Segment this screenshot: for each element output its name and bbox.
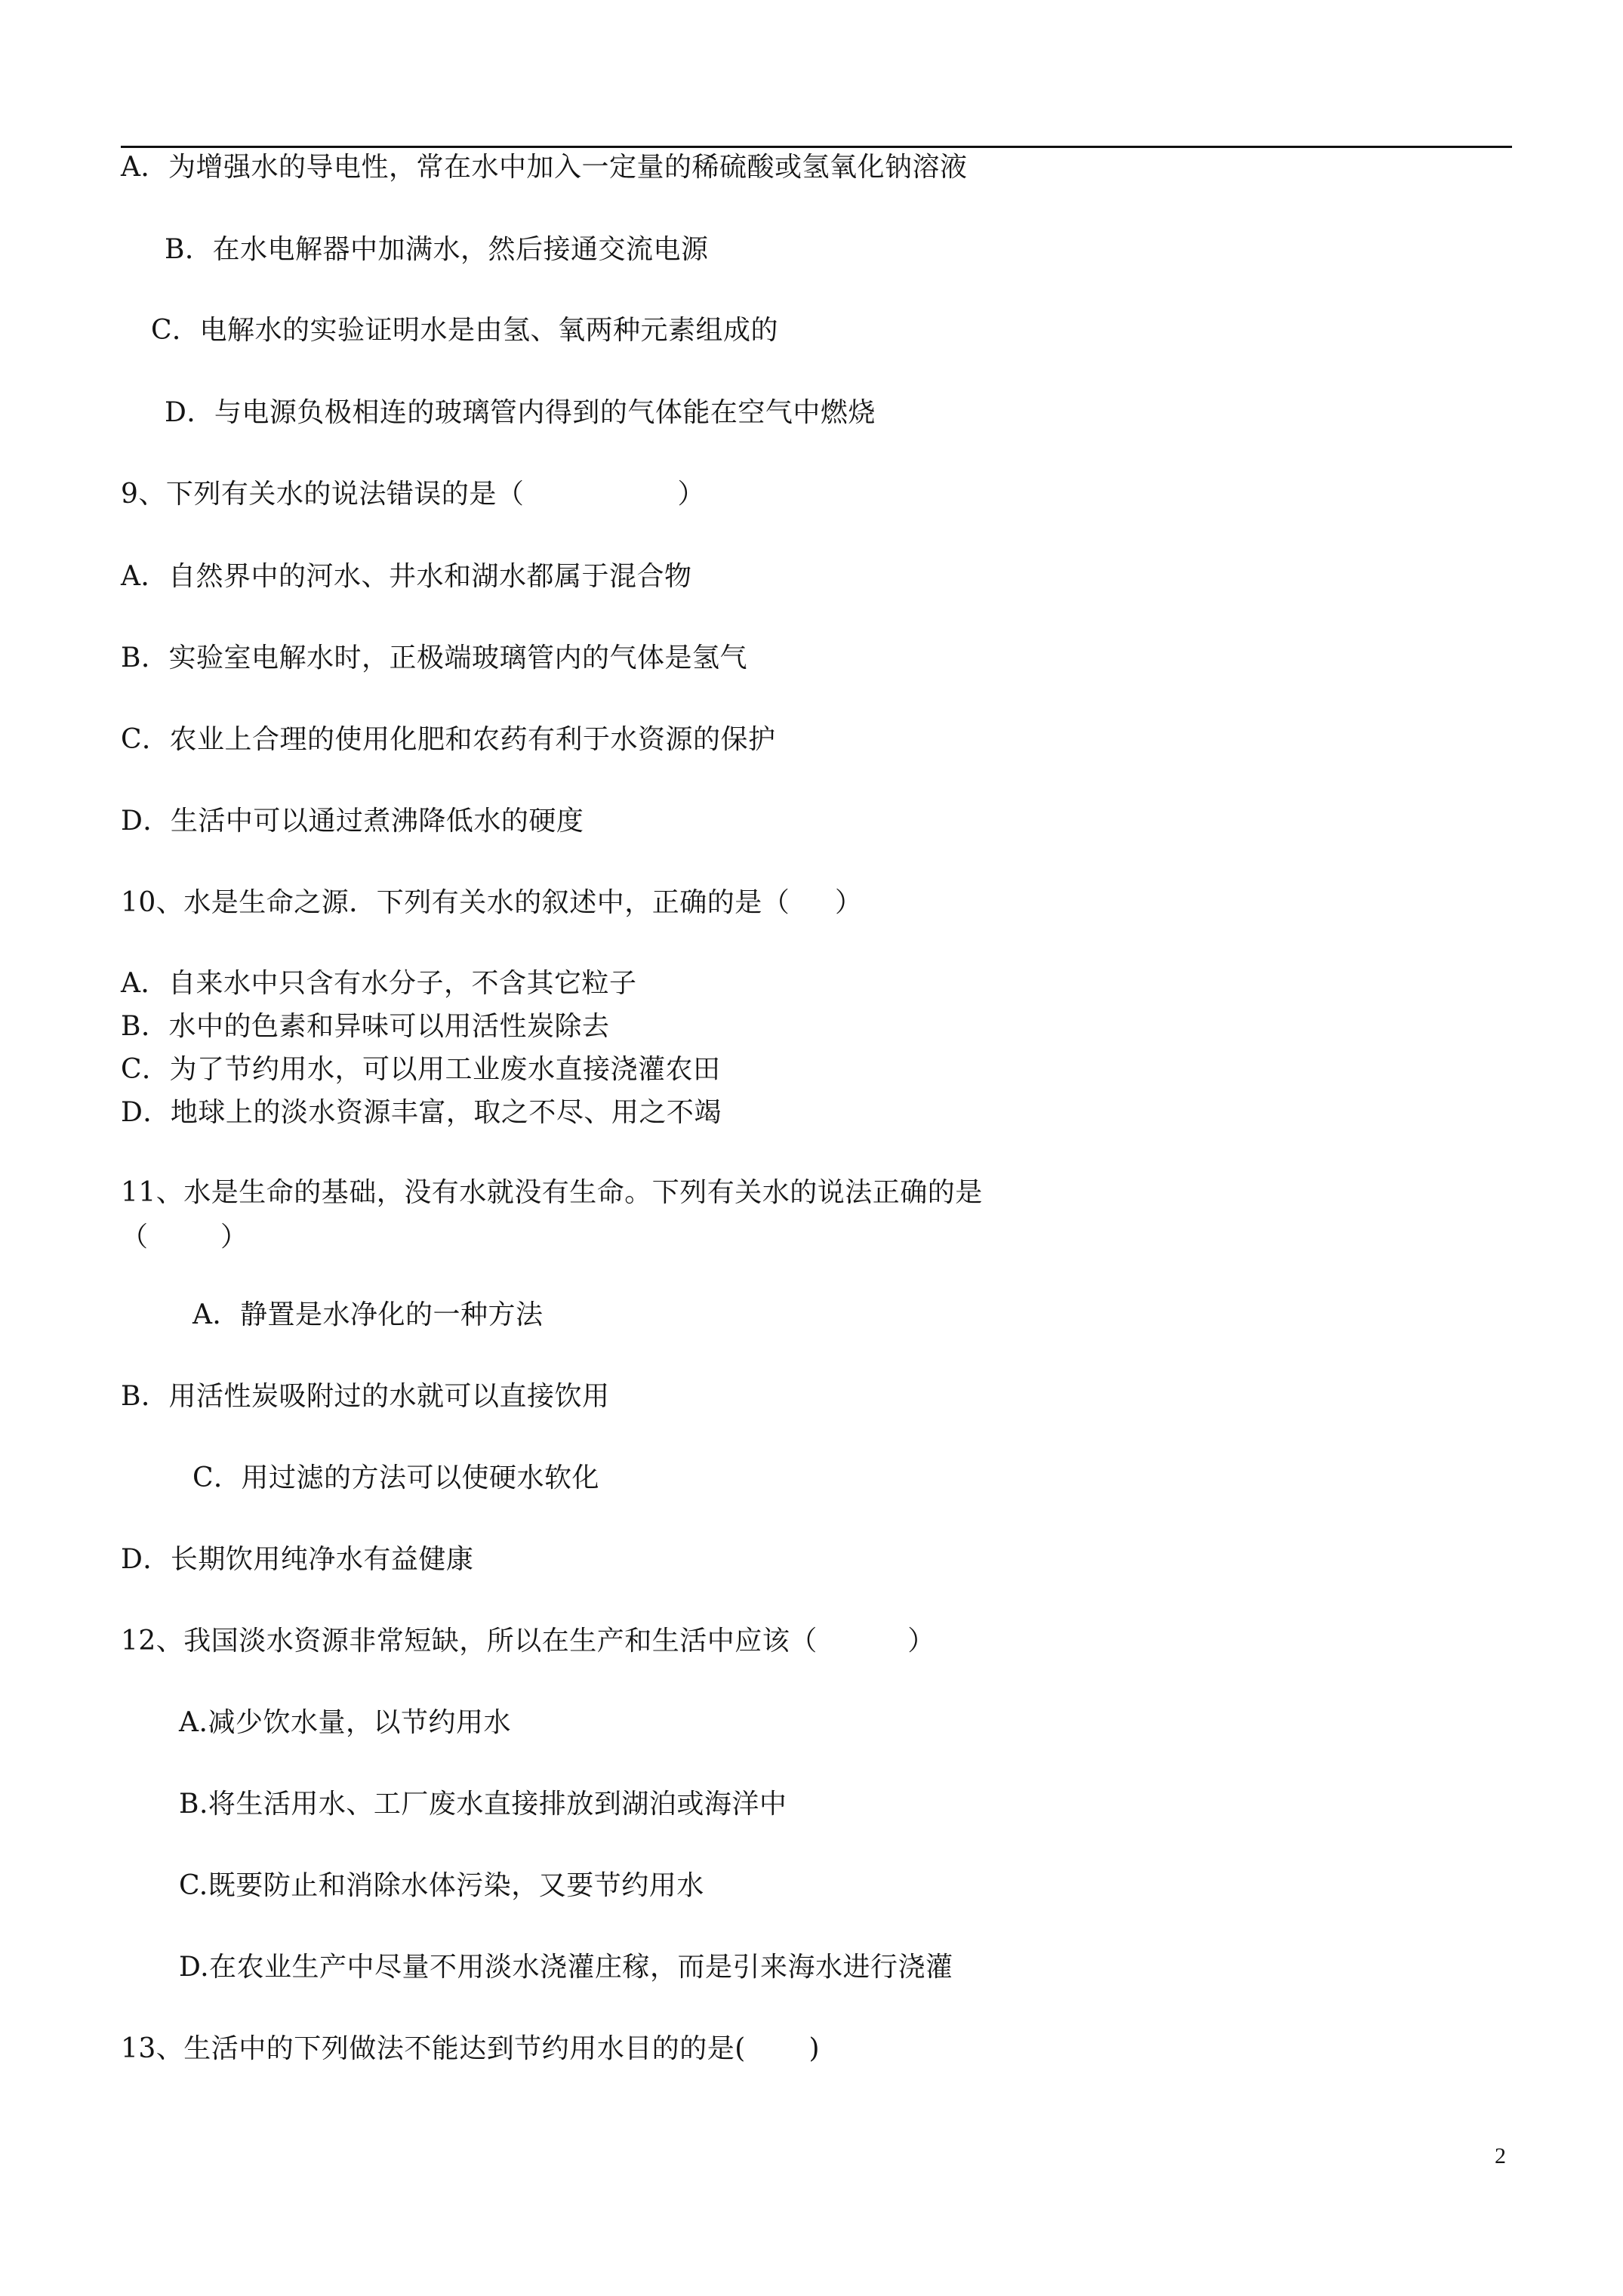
q10-option-c: C．为了节约用水，可以用工业废水直接浇灌农田 <box>121 1054 721 1085</box>
q9-option-b: B．实验室电解水时，正极端玻璃管内的气体是氢气 <box>121 643 747 673</box>
q12-option-c: C.既要防止和消除水体污染，又要节约用水 <box>179 1870 704 1901</box>
q10-option-b: B．水中的色素和异味可以用活性炭除去 <box>121 1011 610 1042</box>
q12-stem: 12、我国淡水资源非常短缺，所以在生产和生活中应该（ ） <box>121 1626 935 1657</box>
q13-stem: 13、生活中的下列做法不能达到节约用水目的的是( ) <box>121 2033 821 2064</box>
q9-stem: 9、下列有关水的说法错误的是（ ） <box>121 479 705 510</box>
q8-option-a: A．为增强水的导电性，常在水中加入一定量的稀硫酸或氢氧化钠溶液 <box>121 152 968 183</box>
q11-option-d: D．长期饮用纯净水有益健康 <box>121 1544 474 1575</box>
q11-stem: 11、水是生命的基础，没有水就没有生命。下列有关水的说法正确的是 <box>121 1177 983 1208</box>
q8-option-c: C．电解水的实验证明水是由氢、氧两种元素组成的 <box>151 315 779 346</box>
q11-answer-paren: （ ） <box>121 1222 248 1253</box>
q12-option-d: D.在农业生产中尽量不用淡水浇灌庄稼，而是引来海水进行浇灌 <box>179 1952 953 1983</box>
q9-option-a: A．自然界中的河水、井水和湖水都属于混合物 <box>121 561 692 592</box>
q12-option-b: B.将生活用水、工厂废水直接排放到湖泊或海洋中 <box>179 1789 787 1820</box>
q9-option-d: D．生活中可以通过煮沸降低水的硬度 <box>121 806 584 837</box>
q11-option-b: B．用活性炭吸附过的水就可以直接饮用 <box>121 1381 610 1412</box>
q10-option-d: D．地球上的淡水资源丰富，取之不尽、用之不竭 <box>121 1097 722 1128</box>
q10-stem: 10、水是生命之源．下列有关水的叙述中，正确的是（ ） <box>121 887 863 918</box>
header-rule <box>121 146 1512 148</box>
q9-option-c: C．农业上合理的使用化肥和农药有利于水资源的保护 <box>121 724 776 755</box>
q10-option-a: A．自来水中只含有水分子，不含其它粒子 <box>121 968 637 999</box>
q11-option-c: C．用过滤的方法可以使硬水软化 <box>192 1462 600 1493</box>
q8-option-d: D．与电源负极相连的玻璃管内得到的气体能在空气中燃烧 <box>165 397 876 428</box>
q11-option-a: A．静置是水净化的一种方法 <box>192 1299 544 1330</box>
page-number: 2 <box>1495 2143 1506 2168</box>
q12-option-a: A.减少饮水量，以节约用水 <box>179 1707 511 1738</box>
q8-option-b: B．在水电解器中加满水，然后接通交流电源 <box>165 234 709 265</box>
